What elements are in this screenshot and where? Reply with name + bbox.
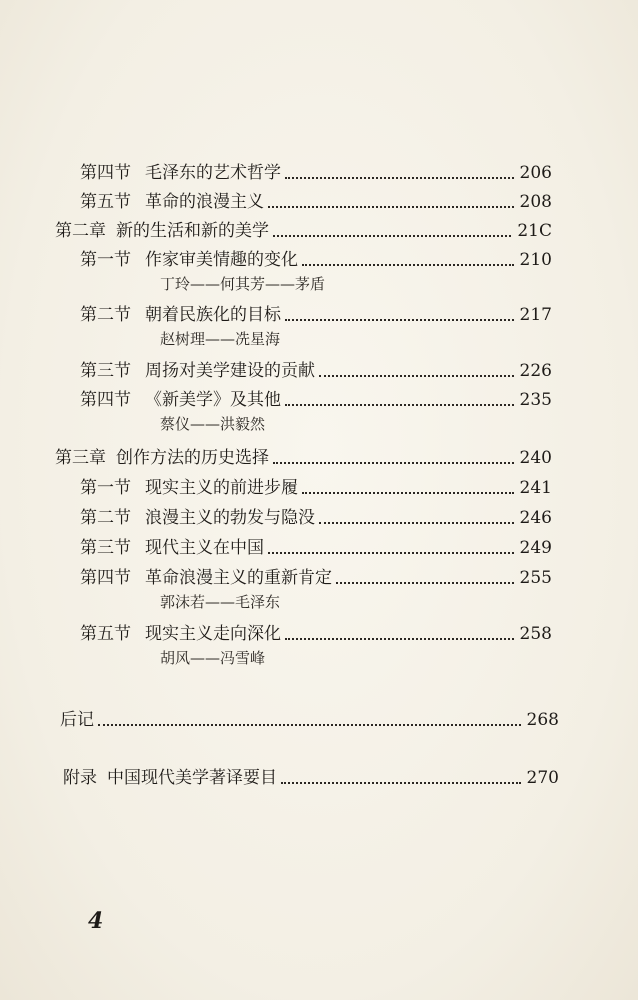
leader-dots	[285, 638, 514, 640]
leader-dots	[319, 375, 514, 377]
entry-subtitle: 胡风——冯雪峰	[160, 649, 266, 667]
leader-dots	[268, 552, 514, 554]
entry-page: 21C	[517, 221, 552, 241]
leader-dots	[285, 177, 514, 179]
leader-dots	[273, 235, 511, 237]
toc-entry-section	[80, 157, 552, 185]
leader-dots	[319, 522, 514, 524]
toc-entry-section	[80, 355, 552, 383]
entry-title: 革命的浪漫主义	[145, 192, 264, 212]
toc-entry-chapter	[55, 442, 552, 470]
entry-label: 第二节	[80, 508, 131, 528]
entry-label: 第四节	[80, 163, 131, 183]
entry-page: 258	[519, 624, 552, 644]
leader-dots	[302, 264, 514, 266]
appendix-page: 270	[526, 768, 559, 788]
toc-entry-appendix	[63, 762, 559, 790]
entry-label: 第四节	[80, 568, 131, 588]
entry-page: 249	[519, 538, 552, 558]
entry-page: 210	[519, 250, 552, 270]
entry-label: 第五节	[80, 192, 131, 212]
entry-page: 255	[519, 568, 552, 588]
leader-dots	[98, 724, 521, 726]
afterword-title: 后记	[60, 710, 94, 730]
entry-page: 208	[519, 192, 552, 212]
leader-dots	[302, 492, 514, 494]
toc-entry-chapter	[55, 215, 552, 243]
appendix-label: 附录	[63, 768, 97, 788]
toc-entry-section	[80, 562, 552, 590]
toc-entry-section	[80, 472, 552, 500]
entry-page: 217	[519, 305, 552, 325]
entry-label: 第三章	[55, 448, 106, 468]
toc-entry-section	[80, 186, 552, 214]
afterword-page: 268	[526, 710, 559, 730]
entry-title: 《新美学》及其他	[145, 390, 281, 410]
entry-title: 现代主义在中国	[145, 538, 264, 558]
entry-label: 第五节	[80, 624, 131, 644]
entry-title: 现实主义走向深化	[145, 624, 281, 644]
toc-entry-section	[80, 299, 552, 327]
entry-title: 周扬对美学建设的贡献	[145, 361, 315, 381]
leader-dots	[285, 319, 514, 321]
entry-title: 革命浪漫主义的重新肯定	[145, 568, 332, 588]
entry-title: 现实主义的前进步履	[145, 478, 298, 498]
entry-subtitle: 赵树理——冼星海	[160, 330, 281, 348]
appendix-title: 中国现代美学著译要目	[107, 768, 277, 788]
entry-page: 241	[519, 478, 552, 498]
entry-page: 235	[519, 390, 552, 410]
toc-entry-section	[80, 532, 552, 560]
entry-label: 第四节	[80, 390, 131, 410]
entry-label: 第一节	[80, 250, 131, 270]
leader-dots	[285, 404, 514, 406]
entry-title: 创作方法的历史选择	[116, 448, 269, 468]
leader-dots	[281, 782, 521, 784]
entry-page: 240	[519, 448, 552, 468]
entry-label: 第三节	[80, 361, 131, 381]
entry-label: 第三节	[80, 538, 131, 558]
entry-label: 第一节	[80, 478, 131, 498]
entry-subtitle: 蔡仪——洪毅然	[160, 415, 266, 433]
leader-dots	[336, 582, 514, 584]
entry-label: 第二章	[55, 221, 106, 241]
toc-entry-section	[80, 384, 552, 412]
page-number: 4	[88, 908, 104, 934]
entry-title: 作家审美情趣的变化	[145, 250, 298, 270]
toc-entry-section	[80, 502, 552, 530]
toc-entry-afterword	[60, 704, 559, 732]
leader-dots	[273, 462, 514, 464]
entry-page: 226	[519, 361, 552, 381]
entry-page: 246	[519, 508, 552, 528]
leader-dots	[268, 206, 514, 208]
toc-entry-section	[80, 618, 552, 646]
entry-subtitle: 郭沫若——毛泽东	[160, 593, 281, 611]
entry-subtitle: 丁玲——何其芳——茅盾	[160, 275, 326, 293]
entry-title: 浪漫主义的勃发与隐没	[145, 508, 315, 528]
toc-entry-section	[80, 244, 552, 272]
entry-label: 第二节	[80, 305, 131, 325]
entry-title: 朝着民族化的目标	[145, 305, 281, 325]
entry-page: 206	[519, 163, 552, 183]
entry-title: 毛泽东的艺术哲学	[145, 163, 281, 183]
entry-title: 新的生活和新的美学	[116, 221, 269, 241]
